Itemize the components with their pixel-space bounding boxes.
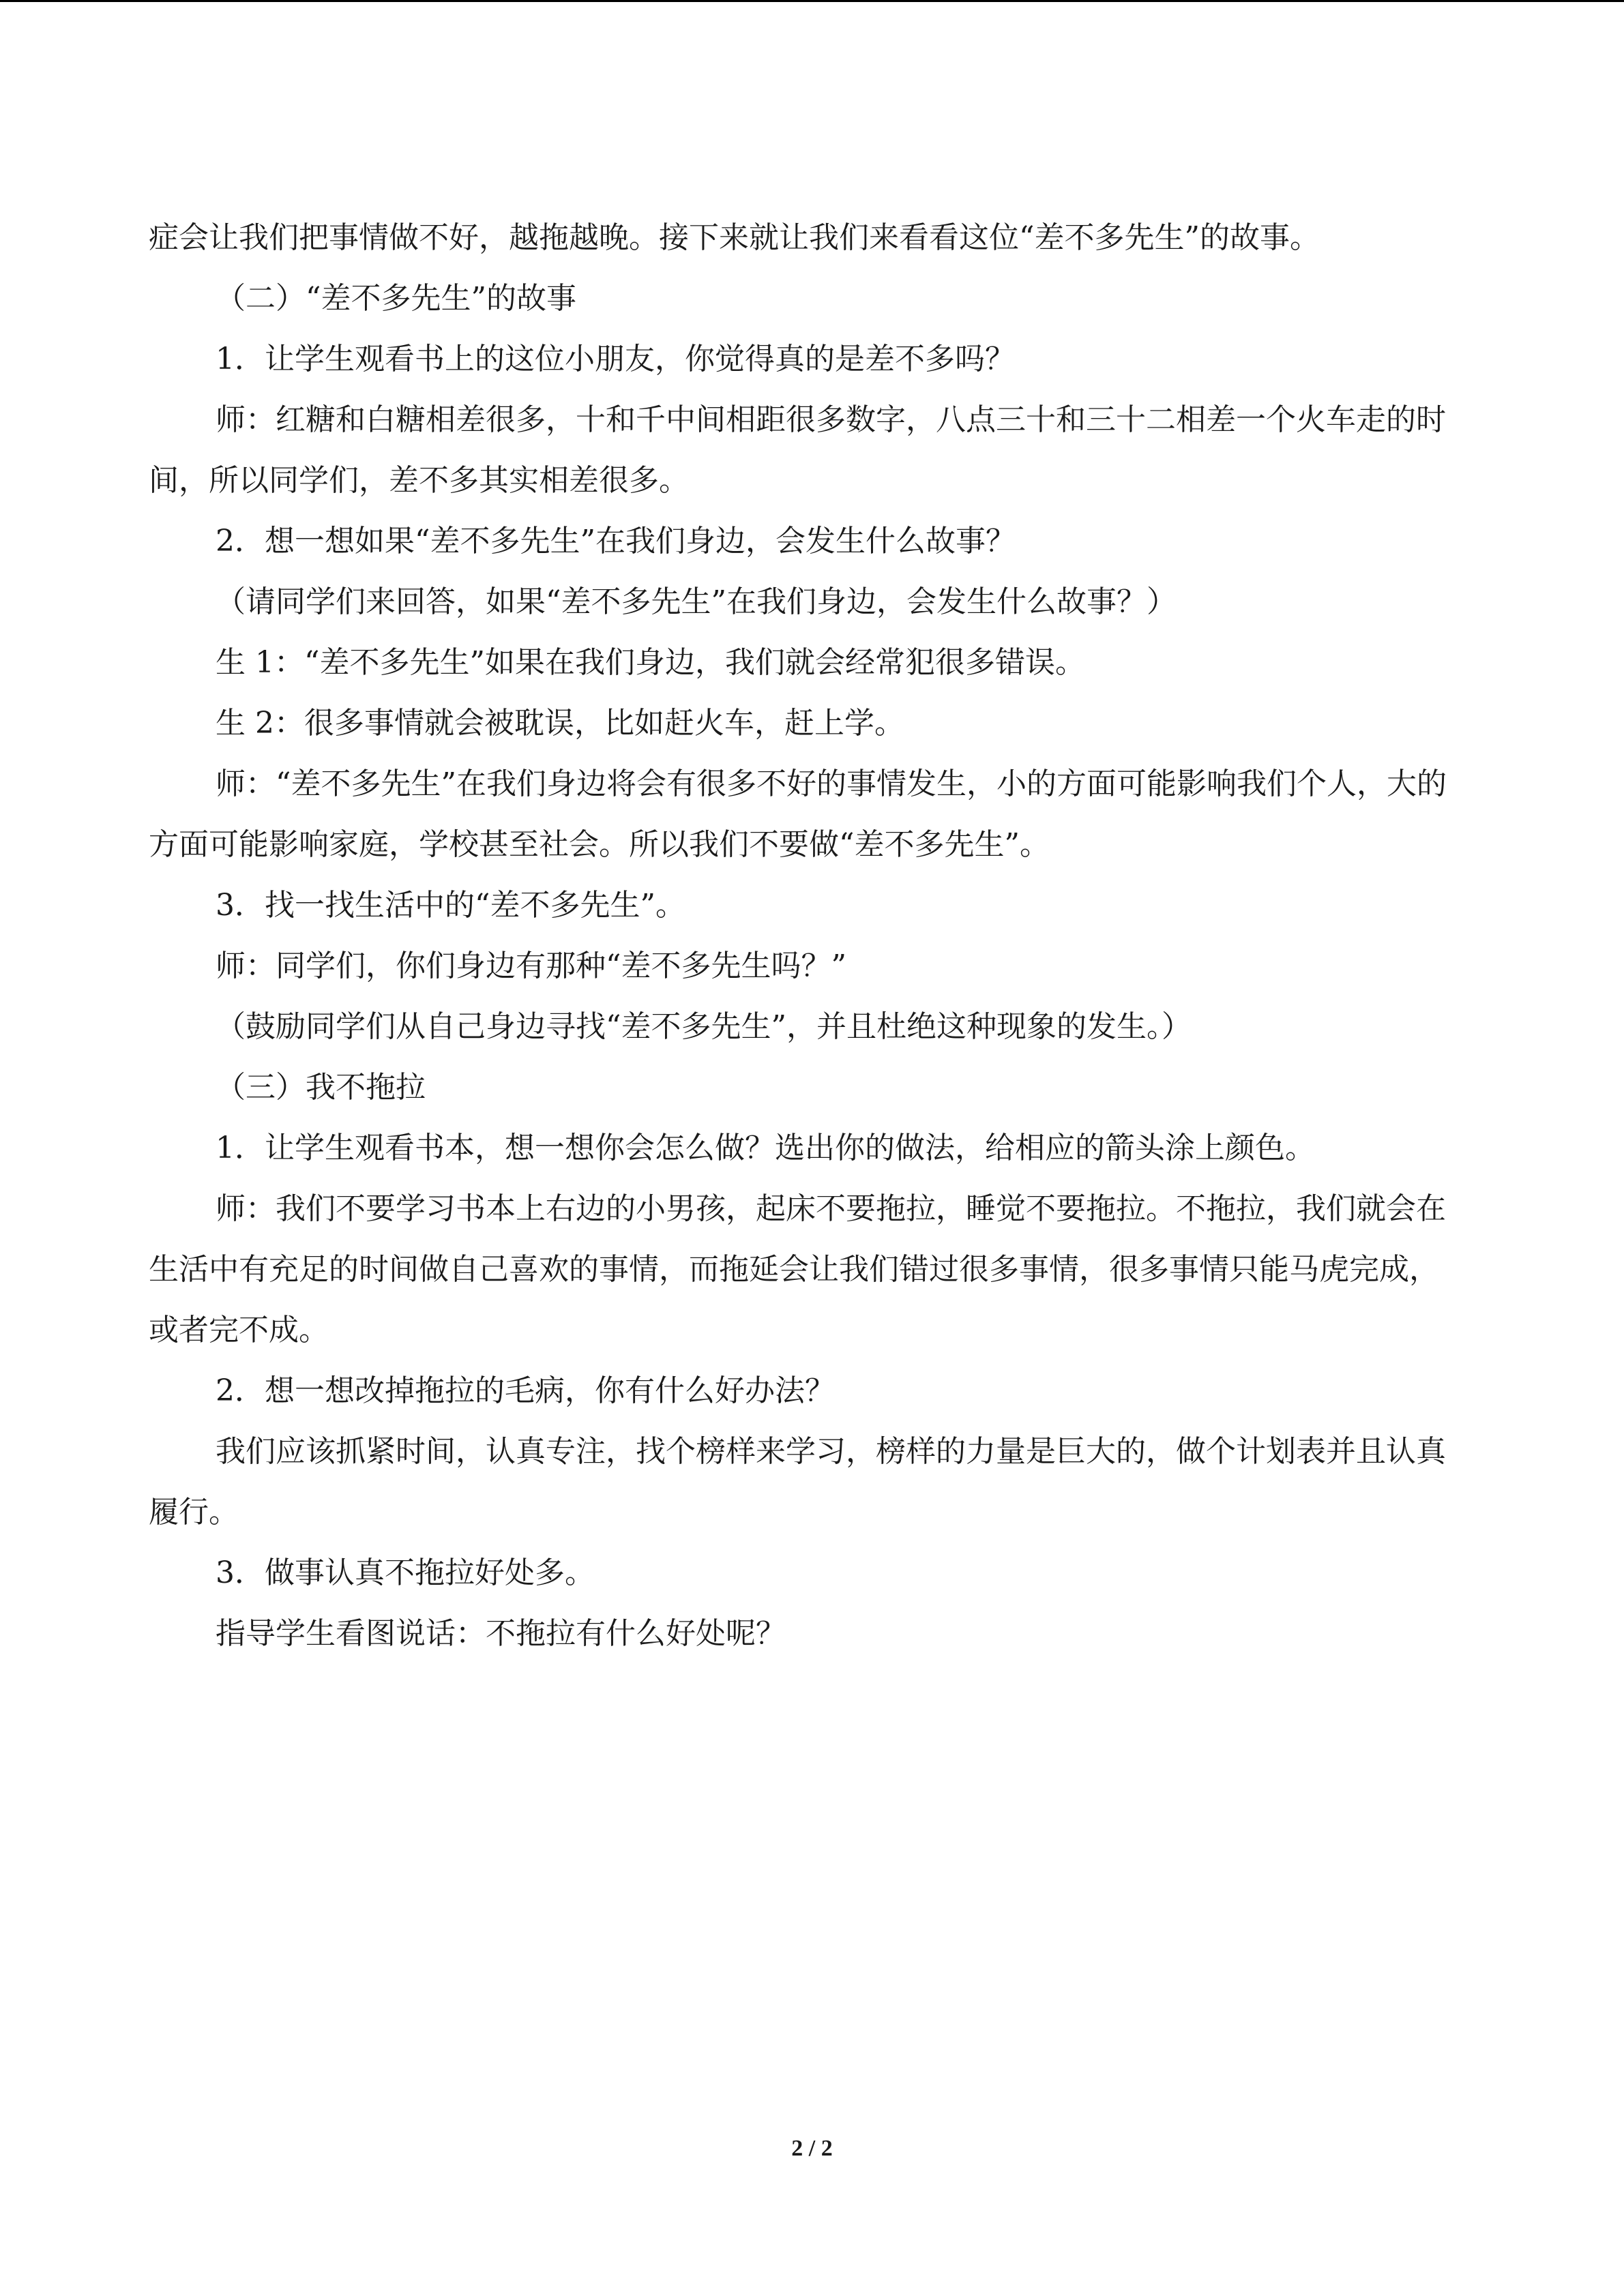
paragraph: 生 2：很多事情就会被耽误，比如赶火车，赶上学。 — [216, 706, 904, 741]
paragraph: （鼓励同学们从自己身边寻找“差不多先生”，并且杜绝这种现象的发生。） — [216, 1009, 1192, 1044]
paragraph: 我们应该抓紧时间，认真专注，找个榜样来学习，榜样的力量是巨大的，做个计划表并且认真履行。 — [149, 1434, 1446, 1530]
document-body — [149, 207, 1458, 1664]
paragraph: 师：同学们，你们身边有那种“差不多先生吗？” — [216, 949, 846, 983]
section-heading-3: （三）我不拖拉 — [216, 1070, 426, 1105]
paragraph: 师：“差不多先生”在我们身边将会有很多不好的事情发生，小的方面可能影响我们个人，大的方面可能影响家庭，学校甚至社会。所以我们不要做“差不多先生”。 — [149, 766, 1447, 862]
paragraph: 生 1：“差不多先生”如果在我们身边，我们就会经常犯很多错误。 — [216, 645, 1085, 680]
paragraph: 3．做事认真不拖拉好处多。 — [216, 1555, 595, 1590]
paragraph: 1．让学生观看书上的这位小朋友，你觉得真的是差不多吗？ — [216, 342, 1015, 376]
paragraph: （请同学们来回答，如果“差不多先生”在我们身边，会发生什么故事？） — [216, 584, 1177, 619]
paragraph: 师：红糖和白糖相差很多，十和千中间相距很多数字，八点三十和三十二相差一个火车走的时间，所以同学们，差不多其实相差很多。 — [149, 402, 1446, 498]
paragraph: 2．想一想如果“差不多先生”在我们身边，会发生什么故事？ — [216, 524, 1016, 558]
paragraph: 症会让我们把事情做不好，越拖越晚。接下来就让我们来看看这位“差不多先生”的故事。 — [149, 220, 1320, 255]
paragraph: 2．想一想改掉拖拉的毛病，你有什么好办法？ — [216, 1373, 835, 1408]
paragraph: 1．让学生观看书本，想一想你会怎么做？选出你的做法，给相应的箭头涂上颜色。 — [216, 1131, 1315, 1165]
page-number: 2 / 2 — [791, 2136, 833, 2161]
paragraph: 指导学生看图说话：不拖拉有什么好处呢？ — [216, 1616, 786, 1651]
section-heading-2: （二）“差不多先生”的故事 — [216, 281, 576, 316]
paragraph: 3．找一找生活中的“差不多先生”。 — [216, 888, 685, 923]
paragraph: 师：我们不要学习书本上右边的小男孩，起床不要拖拉，睡觉不要拖拉。不拖拉，我们就会在生活中有充足的时间做自己喜欢的事情，而拖延会让我们错过很多事情，很多事情只能马虎完成，或者完不成。 — [149, 1191, 1446, 1347]
top-border-line — [0, 0, 1624, 2]
